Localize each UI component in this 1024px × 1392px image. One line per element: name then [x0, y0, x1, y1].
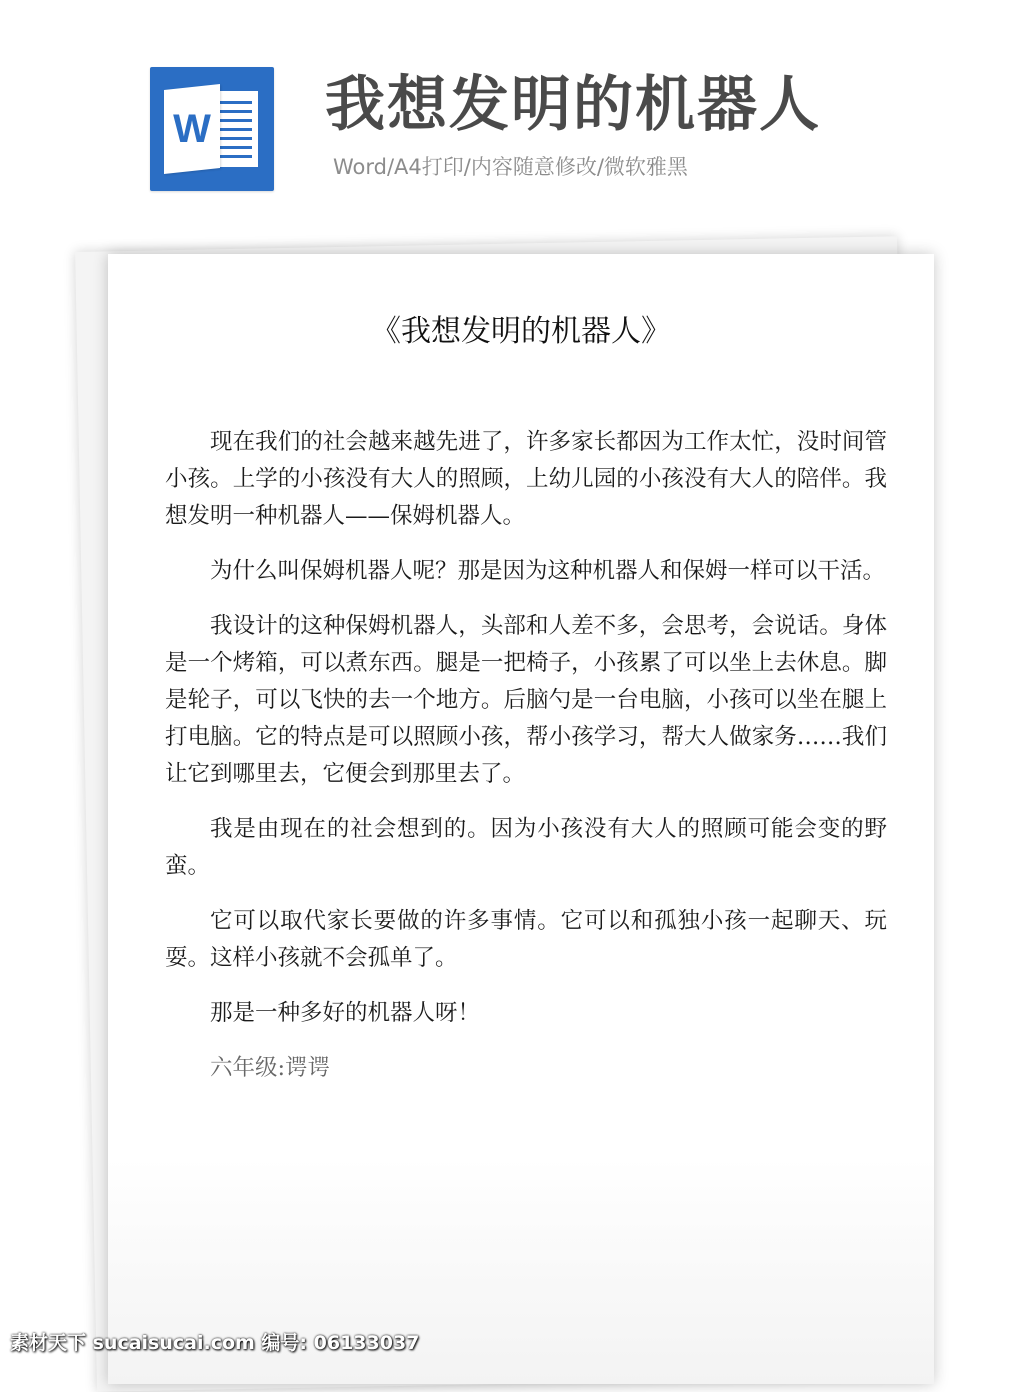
paragraph: 现在我们的社会越来越先进了，许多家长都因为工作太忙，没时间管小孩。上学的小孩没有大人的照顾，上幼儿园的小孩没有大人的陪伴。我想发明一种机器人——保姆机器人。	[165, 429, 887, 529]
paragraph: 我设计的这种保姆机器人，头部和人差不多，会思考，会说话。身体是一个烤箱，可以煮东西。腿是一把椅子，小孩累了可以坐上去休息。脚是轮子，可以飞快的去一个地方。后脑勺是一台电脑，小孩可以坐在腿上打电脑。它的特点是可以照顾小孩，帮小孩学习，帮大人做家务……我们让它到哪里去，它便会到那里去了。	[165, 613, 887, 787]
paragraph: 我是由现在的社会想到的。因为小孩没有大人的照顾可能会变的野蛮。	[165, 816, 887, 879]
page-title: 我想发明的机器人	[325, 70, 821, 140]
document-page	[108, 254, 934, 1384]
watermark: 素材天下 sucaisucai.com 编号: 06133037	[10, 1332, 420, 1354]
paragraph: 为什么叫保姆机器人呢？那是因为这种机器人和保姆一样可以干活。	[210, 558, 886, 584]
paragraph: 那是一种多好的机器人呀！	[210, 1000, 481, 1026]
page-subtitle: Word/A4打印/内容随意修改/微软雅黑	[333, 155, 688, 179]
paragraph: 它可以取代家长要做的许多事情。它可以和孤独小孩一起聊天、玩耍。这样小孩就不会孤单了。	[165, 908, 887, 971]
author-signature: 六年级:谔谔	[210, 1055, 331, 1081]
document-title: 《我想发明的机器人》	[371, 314, 671, 349]
header	[0, 0, 1024, 240]
word-icon	[150, 67, 274, 191]
document-body	[165, 424, 887, 1105]
word-w-letter: W	[173, 107, 211, 151]
